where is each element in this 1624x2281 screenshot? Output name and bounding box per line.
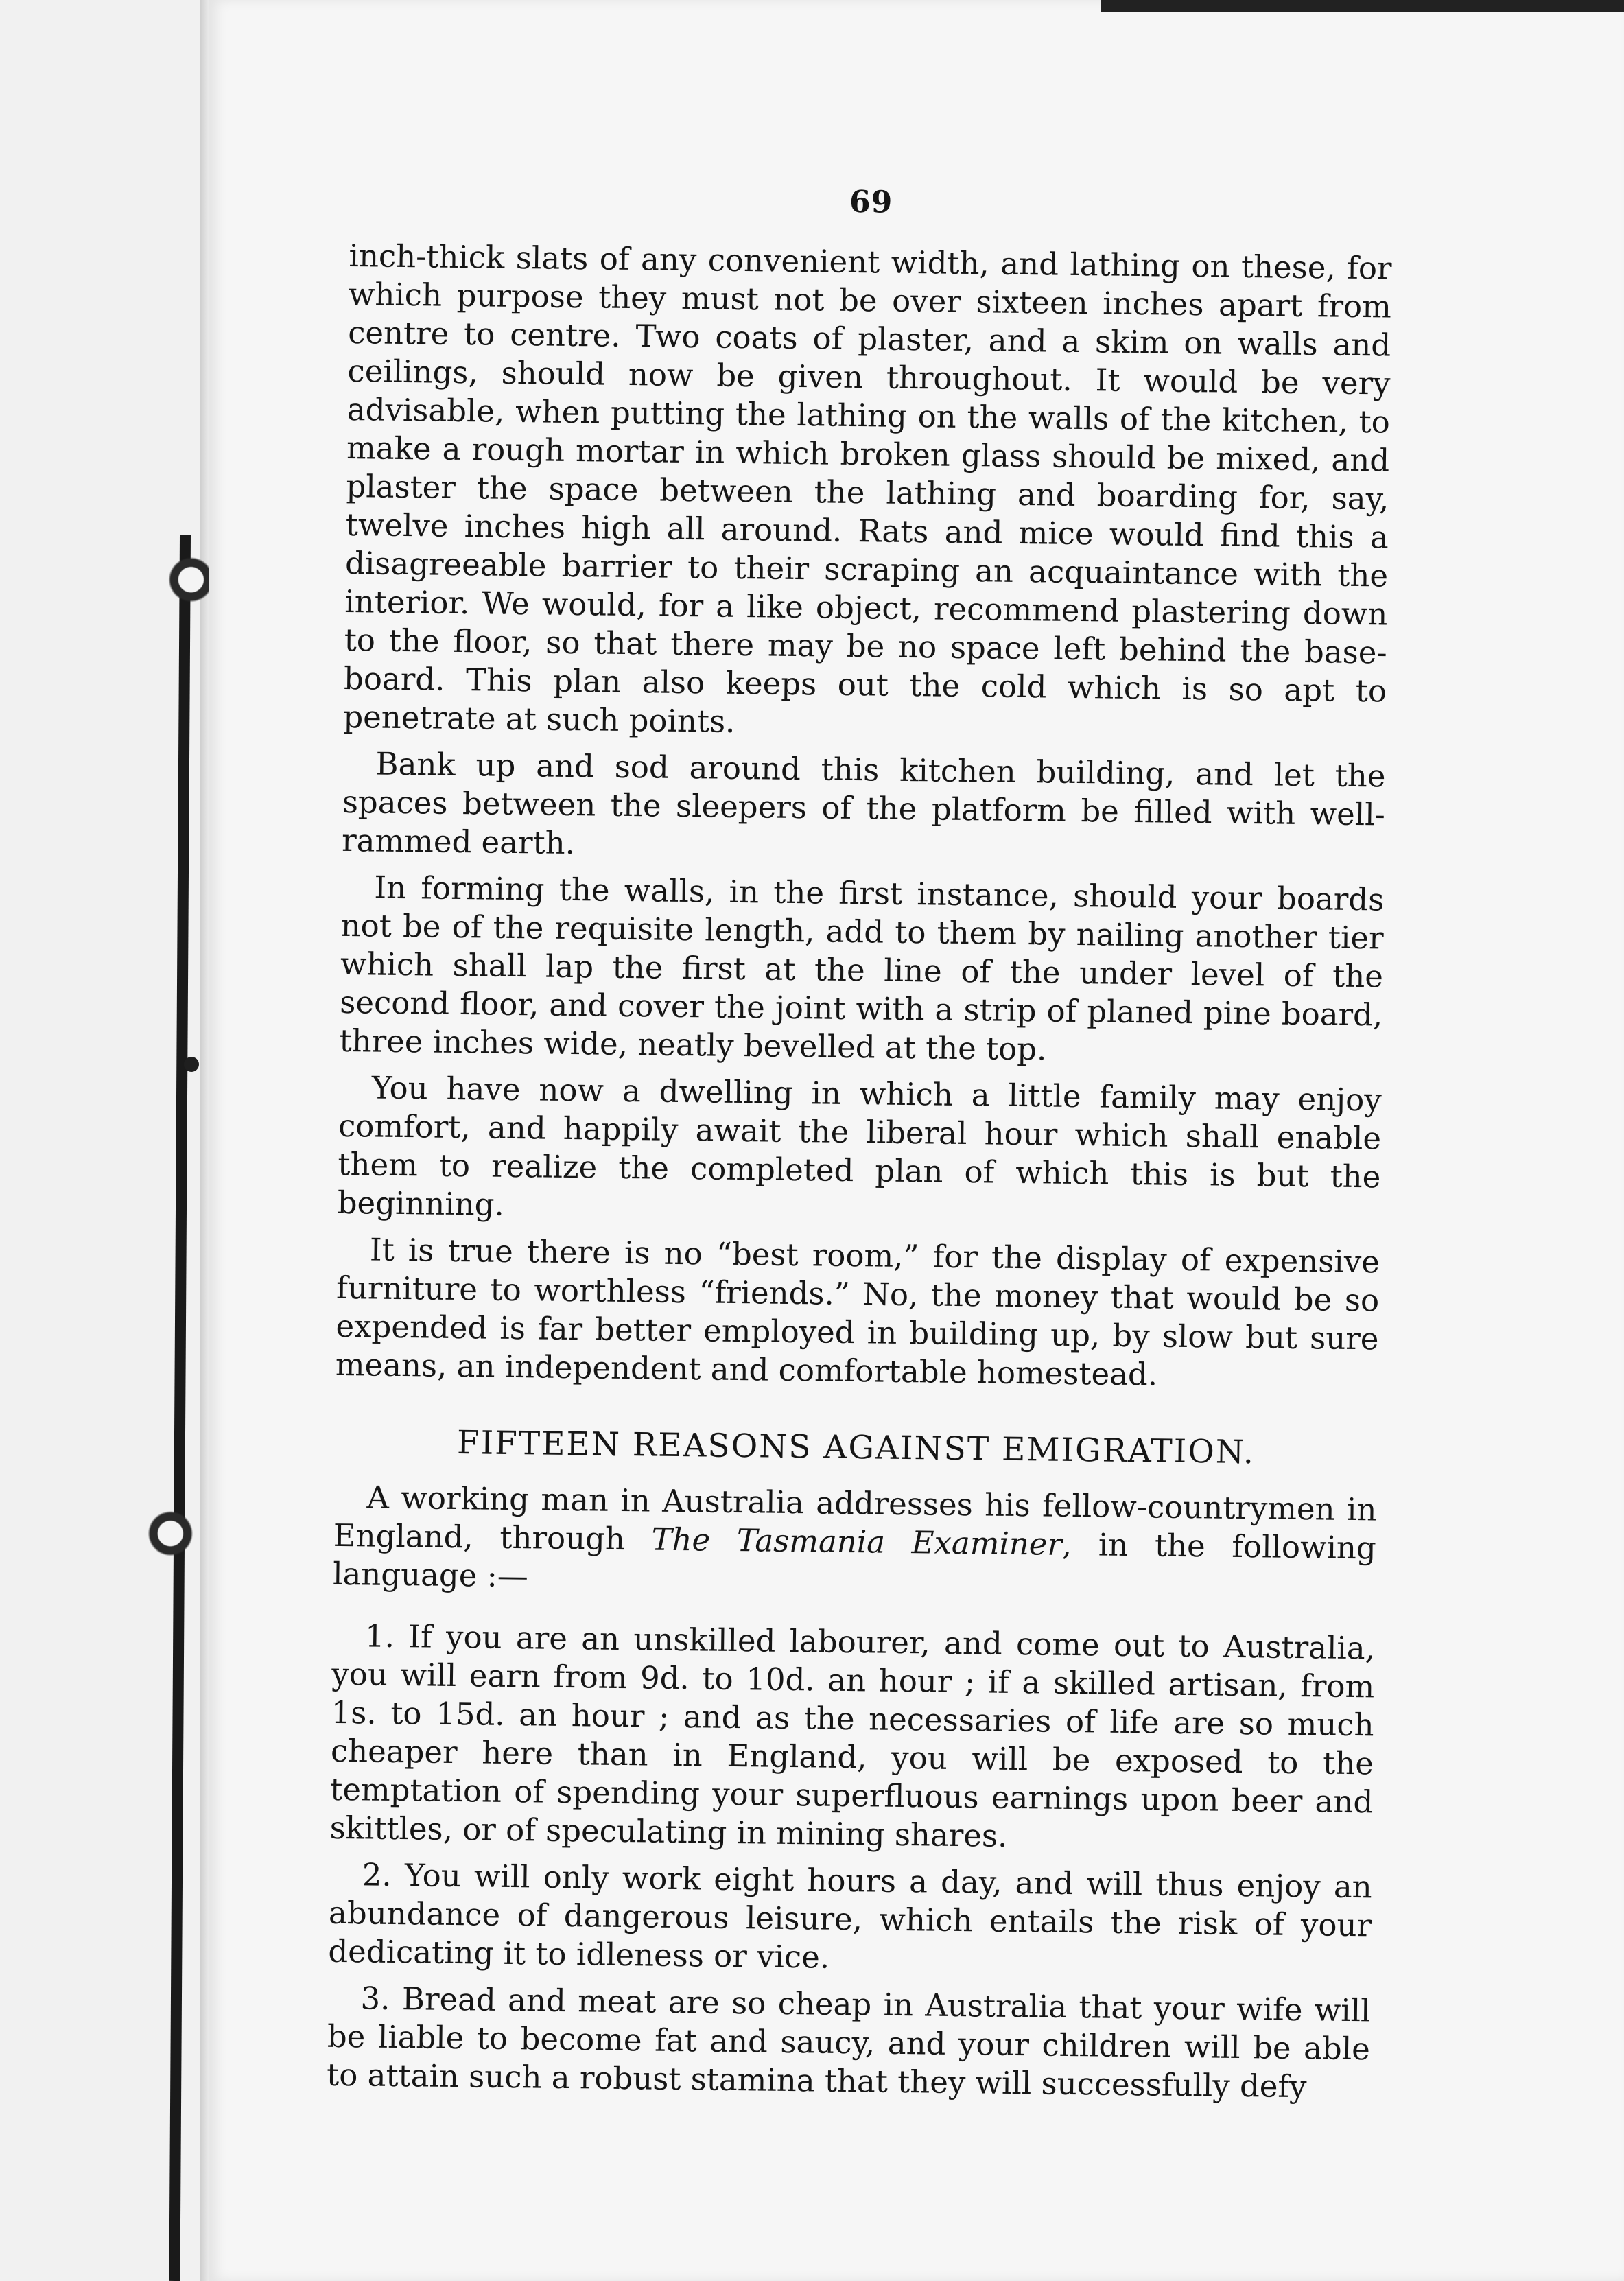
body-paragraph: Bank up and sod around this kitchen building, and let the spaces between the sleepers of the platform be filled with well-rammed earth. <box>341 745 1386 862</box>
numbered-reason: 3. Bread and meat are so cheap in Australia that your wife will be liable to become fat and saucy, and your children will be able to attain such a robust stamina that they will successfully defy <box>326 1980 1371 2105</box>
intro-text-after-publication: , in the following language :— <box>332 1525 1377 1595</box>
intro-text-before-publication: A working man in Australia addresses his fellow-countrymen in England, through <box>333 1479 1377 1558</box>
numbered-reason: 1. If you are an unskilled labourer, and come out to Australia, you will earn from 9d. to 10d. an hour ; if a skilled artisan, from 1s. to 15d. an hour ; and as the necessaries of life are so much cheaper here than in England, you will be exposed to the temptation of spending your superfluous earnings upon beer and skittles, or of speculating in mining shares. <box>329 1617 1376 1854</box>
body-paragraph: You have now a dwelling in which a little family may enjoy comfort, and happily await the liberal hour which shall enable them to realize the completed plan of which this is but the beginning. <box>337 1069 1382 1223</box>
document-text-block <box>327 178 1393 2107</box>
body-paragraph: In forming the walls, in the first instance, should your boards not be of the requisite length, add to them by nailing another tier which shall lap the first at the line of the under level of the second floor, and cover the joint with a strip of planed pine board, three inches wide, neatly bevelled at the top. <box>339 869 1385 1068</box>
stitch-knot-icon <box>184 1057 199 1072</box>
body-paragraph: inch-thick slats of any convenient width, and lathing on these, for which purpose they must not be over sixteen inches apart from centre to centre. Two coats of plaster, and a skim on walls and ceilings, should now be given throughout. It would be very advisable, when putting the lathing on the walls of the kitchen, to make a rough mortar in which broken glass should be mixed, and plaster the space between the lathing and boarding for, say, twelve inches high all around. Rats and mice would find this a disagreeable barrier to their scraping an acquaintance with the interior. We would, for a like object, recommend plastering down to the floor, so that there may be no space left behind the base-board. This plan also keeps out the cold which is so apt to penetrate at such points. <box>343 237 1392 740</box>
page-number: 69 <box>849 184 893 220</box>
publication-title: The Tasmania Examiner <box>651 1521 1063 1563</box>
page-top-edge-shadow <box>1101 0 1624 12</box>
section-intro-paragraph <box>333 1478 1377 1606</box>
numbered-reason: 2. You will only work eight hours a day, and will thus enjoy an abundance of dangerous leisure, which entails the risk of your dedicating it to idleness or vice. <box>328 1856 1373 1976</box>
body-paragraph: It is true there is no “best room,” for the display of expensive furniture to worthless “friends.” No, the money that would be so expended is far better employed in building up, by slow but sure means, an independent and comfortable homestead. <box>335 1231 1380 1393</box>
section-heading: FIFTEEN REASONS AGAINST EMIGRATION. <box>456 1424 1256 1472</box>
stitch-icon <box>144 1507 210 1566</box>
